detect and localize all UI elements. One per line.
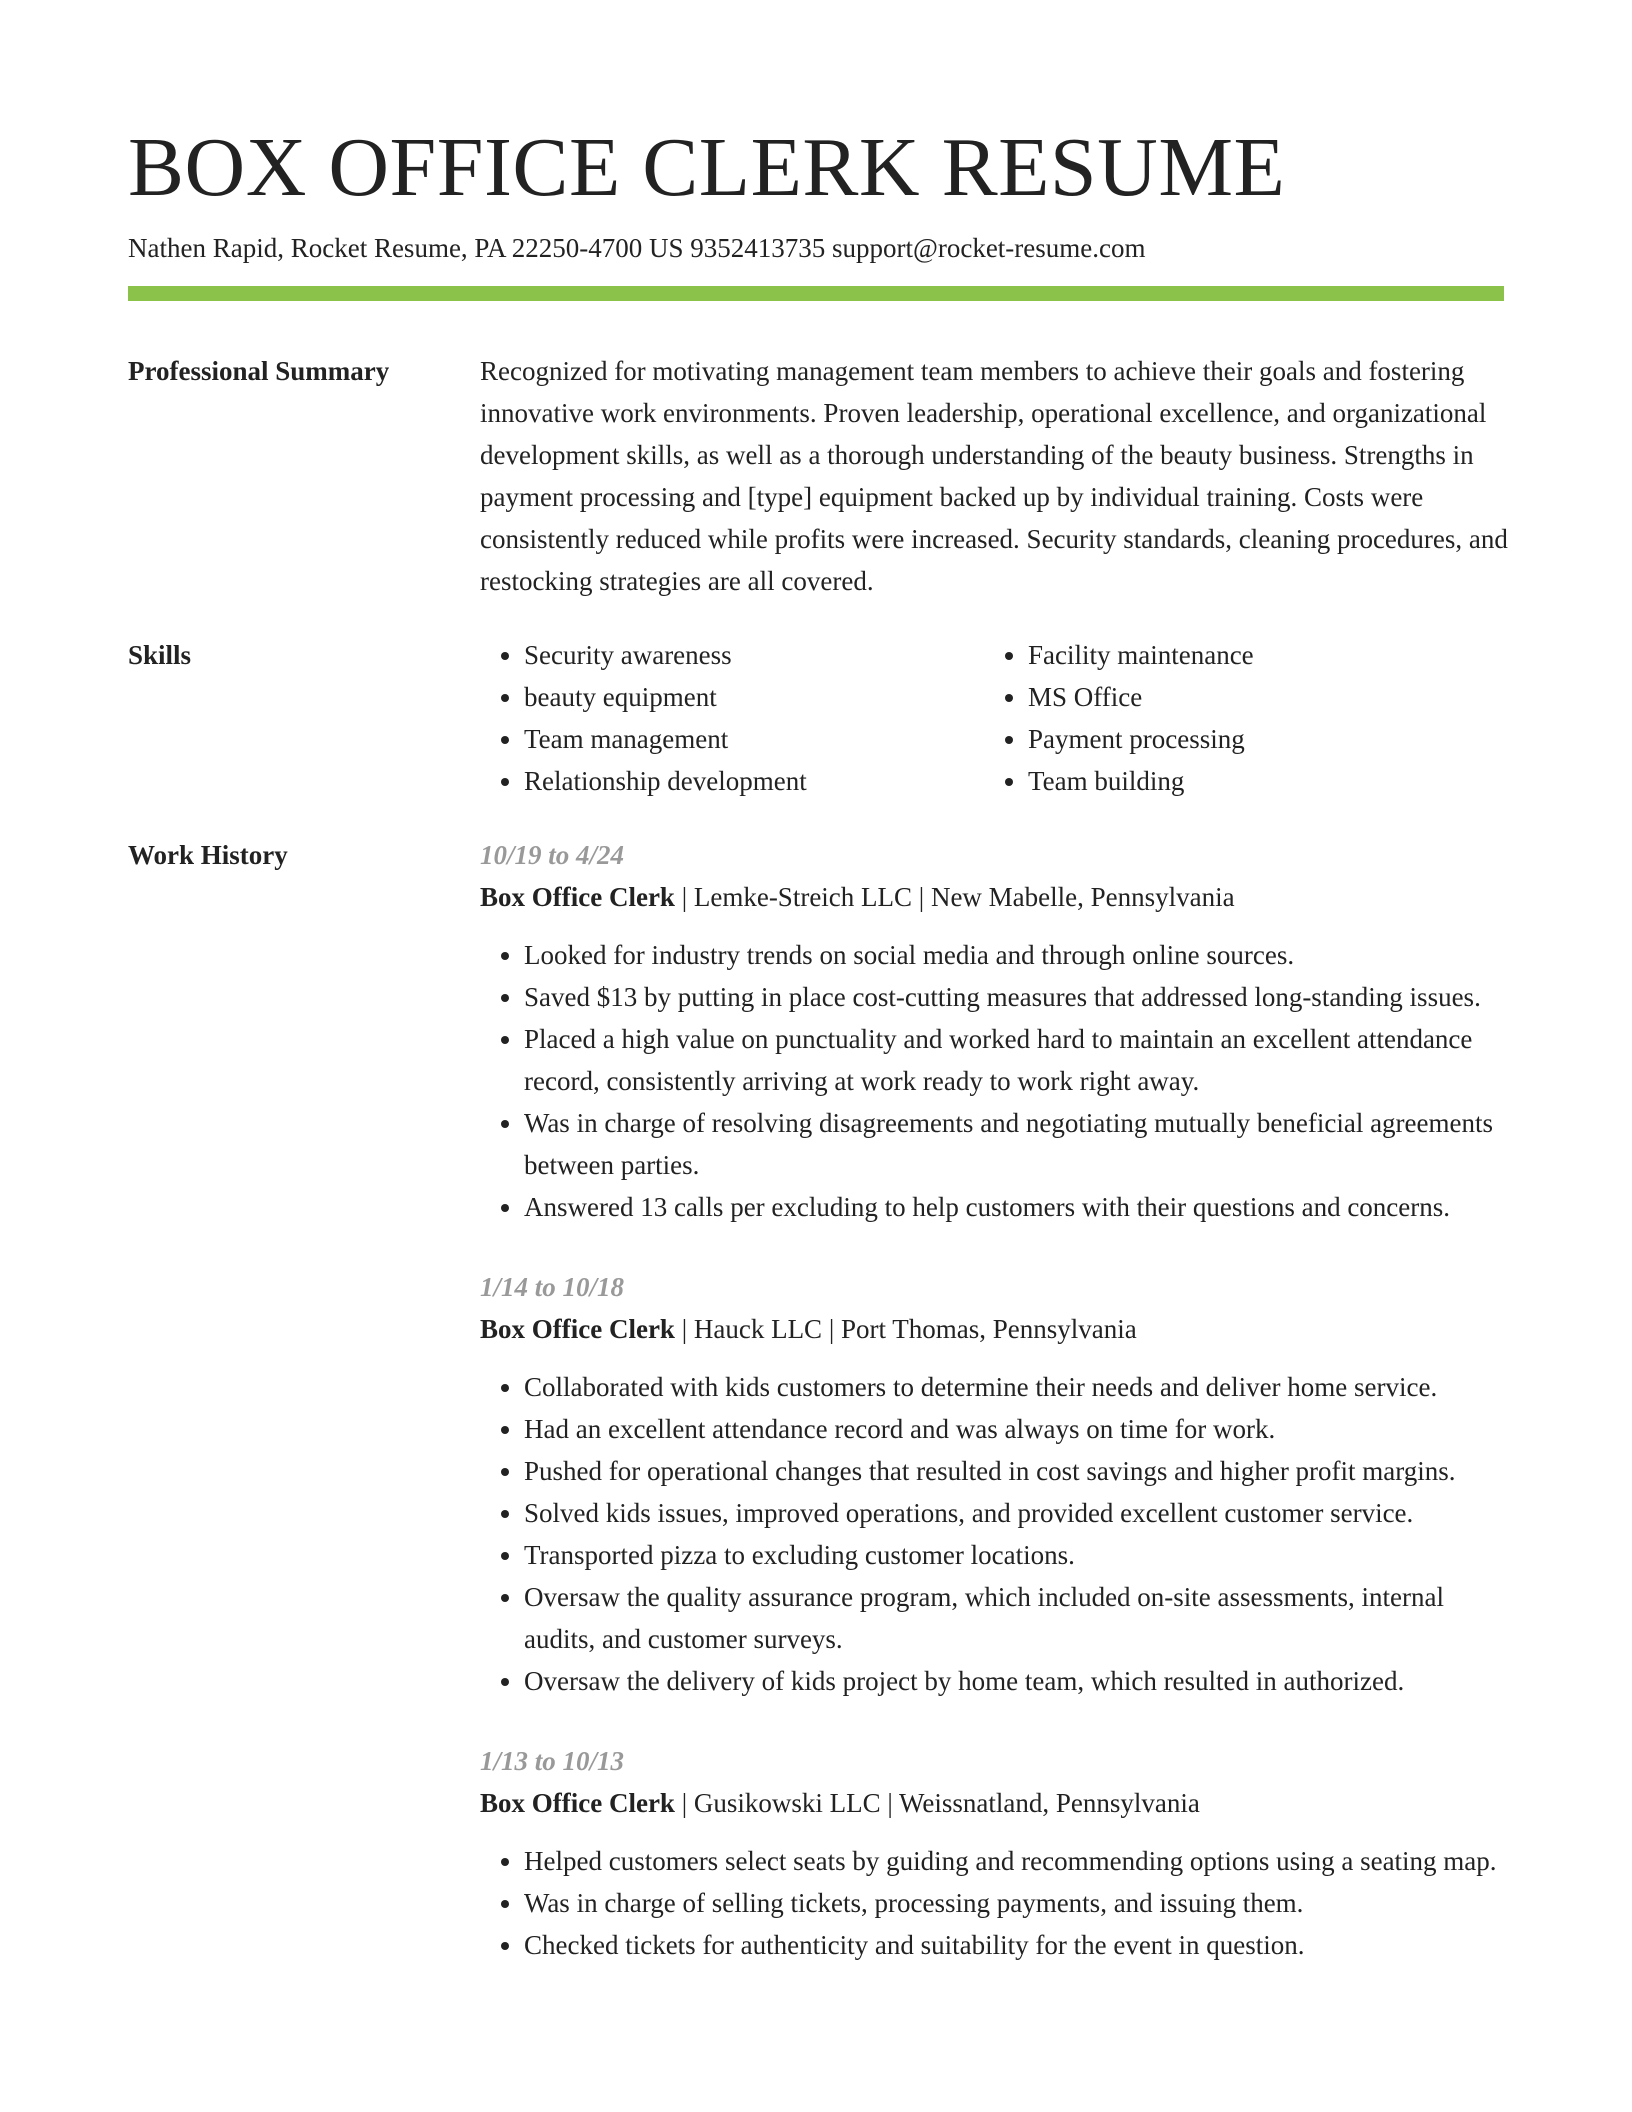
skill-item: • Team building [1028, 760, 1488, 802]
job-bullet: • Answered 13 calls per excluding to help customers with their questions and concerns. [524, 1186, 1510, 1228]
job-bullet: • Solved kids issues, improved operations, and provided excellent customer service. [524, 1492, 1510, 1534]
job-title: Box Office Clerk [480, 882, 675, 912]
resume-header [128, 118, 1504, 266]
job-bullet: • Pushed for operational changes that resulted in cost savings and higher profit margins. [524, 1450, 1510, 1492]
job-bullet: • Was in charge of selling tickets, processing payments, and issuing them. [524, 1882, 1510, 1924]
skill-item: • Relationship development [524, 760, 984, 802]
job-dates: 1/14 to 10/18 [480, 1272, 625, 1302]
job-bullet: • Was in charge of resolving disagreements and negotiating mutually beneficial agreements between parties. [524, 1102, 1510, 1186]
job-heading [480, 1308, 1510, 1350]
job-bullet: • Transported pizza to excluding customer locations. [524, 1534, 1510, 1576]
skill-item: • Security awareness [524, 634, 984, 676]
work-history-body [480, 834, 1510, 2004]
skills-grid [480, 634, 1510, 802]
job-details: | Hauck LLC | Port Thomas, Pennsylvania [674, 1314, 1137, 1344]
job-title: Box Office Clerk [480, 1314, 675, 1344]
job-bullet-list [480, 1840, 1510, 1966]
contact-line: Nathen Rapid, Rocket Resume, PA 22250-4700 US 9352413735 support@rocket-resume.com [128, 233, 1146, 263]
job-bullet: • Checked tickets for authenticity and suitability for the event in question. [524, 1924, 1510, 1966]
skill-item: • Team management [524, 718, 984, 760]
job-bullet: • Oversaw the quality assurance program, which included on-site assessments, internal audits, and customer surveys. [524, 1576, 1510, 1660]
summary-label: Professional Summary [128, 356, 390, 386]
job-entry [480, 834, 1510, 1228]
skills-label: Skills [128, 640, 192, 670]
job-title: Box Office Clerk [480, 1788, 675, 1818]
job-entry [480, 1740, 1510, 1966]
job-bullet: • Collaborated with kids customers to determine their needs and deliver home service. [524, 1366, 1510, 1408]
summary-body [480, 350, 1510, 602]
header-divider [128, 286, 1504, 301]
job-details: | Gusikowski LLC | Weissnatland, Pennsylvania [674, 1788, 1200, 1818]
job-bullet: • Oversaw the delivery of kids project by home team, which resulted in authorized. [524, 1660, 1510, 1702]
skill-item: • Facility maintenance [1028, 634, 1488, 676]
job-details: | Lemke-Streich LLC | New Mabelle, Pennsylvania [674, 882, 1235, 912]
skill-item: • Payment processing [1028, 718, 1488, 760]
job-bullet-list [480, 934, 1510, 1228]
job-bullet-list [480, 1366, 1510, 1702]
job-bullet: • Had an excellent attendance record and was always on time for work. [524, 1408, 1510, 1450]
summary-text: Recognized for motivating management team members to achieve their goals and fostering innovative work environments. Proven leadership, operational excellence, and organizational development skills, as well as a thorough understanding of the beauty business. Strengths in payment processing and [type] equipment backed up by individual training. Costs were consistently reduced while profits were increased. Security standards, cleaning procedures, and restocking strategies are all covered. [480, 356, 1508, 596]
job-dates: 1/13 to 10/13 [480, 1746, 625, 1776]
resume-title: BOX OFFICE CLERK RESUME [128, 121, 1286, 214]
job-bullet: • Looked for industry trends on social media and through online sources. [524, 934, 1510, 976]
job-heading [480, 1782, 1510, 1824]
job-bullet: • Placed a high value on punctuality and worked hard to maintain an excellent attendance record, consistently arriving at work ready to work right away. [524, 1018, 1510, 1102]
skills-body [480, 634, 1510, 802]
job-bullet: • Helped customers select seats by guiding and recommending options using a seating map. [524, 1840, 1510, 1882]
skills-column-right [984, 634, 1488, 802]
work-history-label: Work History [128, 840, 288, 870]
job-entry [480, 1266, 1510, 1702]
skill-item: • MS Office [1028, 676, 1488, 718]
skills-column-left [480, 634, 984, 802]
job-heading [480, 876, 1510, 918]
job-bullet: • Saved $13 by putting in place cost-cutting measures that addressed long-standing issues. [524, 976, 1510, 1018]
skill-item: • beauty equipment [524, 676, 984, 718]
job-dates: 10/19 to 4/24 [480, 840, 625, 870]
